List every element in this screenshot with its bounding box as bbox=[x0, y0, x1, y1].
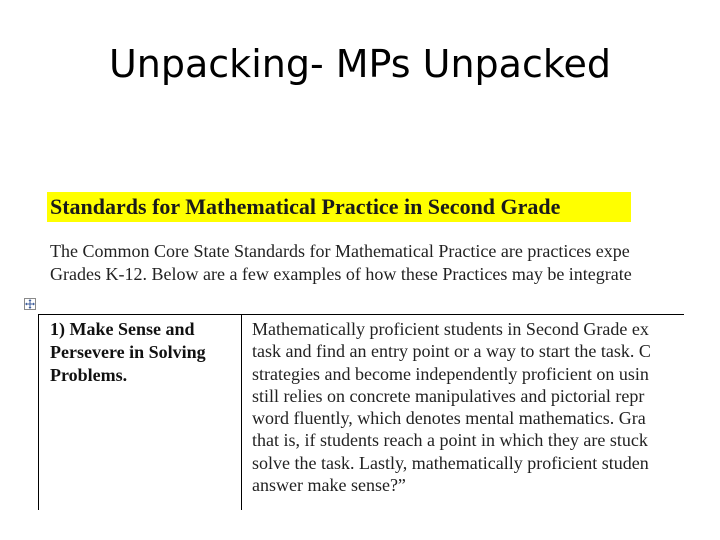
practice-explanation-cell bbox=[252, 318, 684, 496]
document-heading: Standards for Mathematical Practice in Second Grade bbox=[47, 192, 631, 222]
slide-title: Unpacking- MPs Unpacked bbox=[108, 42, 611, 86]
intro-line: Grades K-12. Below are a few examples of how these Practices may be integrate bbox=[50, 264, 632, 284]
practice-title-cell bbox=[50, 318, 240, 387]
explanation-line: still relies on concrete manipulatives and pictorial repr bbox=[252, 385, 645, 406]
explanation-line: Mathematically proficient students in Second Grade ex bbox=[252, 319, 649, 339]
intro-line: The Common Core State Standards for Mathematical Practice are practices expe bbox=[50, 241, 630, 261]
practice-title-line: Persevere in Solving bbox=[50, 342, 206, 362]
table-border-top bbox=[38, 314, 684, 315]
document-excerpt bbox=[0, 180, 720, 510]
explanation-line: strategies and become independently proficient on usin bbox=[252, 363, 649, 384]
practice-title-line: 1) Make Sense and bbox=[50, 319, 195, 339]
explanation-line: that is, if students reach a point in which they are stuck bbox=[252, 430, 648, 451]
practice-table bbox=[38, 314, 684, 510]
practice-title-line: Problems. bbox=[50, 365, 128, 385]
explanation-line: solve the task. Lastly, mathematically proficient studen bbox=[252, 452, 649, 473]
intro-paragraph bbox=[50, 240, 684, 286]
table-border-left bbox=[38, 314, 39, 510]
explanation-line: task and find an entry point or a way to start the task. C bbox=[252, 341, 651, 362]
table-column-divider bbox=[241, 314, 242, 510]
explanation-line: answer make sense?” bbox=[252, 475, 406, 496]
move-arrows-icon[interactable] bbox=[24, 298, 36, 310]
explanation-line: word fluently, which denotes mental mathematics. Gra bbox=[252, 408, 646, 429]
